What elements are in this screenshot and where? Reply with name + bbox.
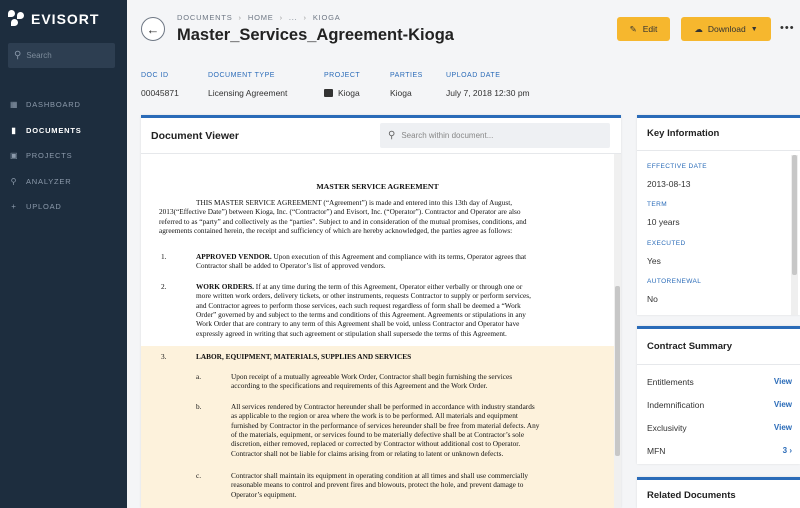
sidebar-item-label: DOCUMENTS xyxy=(26,125,82,135)
section-heading: APPROVED VENDOR. xyxy=(196,252,272,261)
meta-value: July 7, 2018 12:30 pm xyxy=(446,88,530,98)
breadcrumb-item[interactable]: DOCUMENTS xyxy=(177,13,233,22)
text-line: THIS MASTER SERVICE AGREEMENT (“Agreement”) is made and entered into this 13th day of August, xyxy=(196,198,513,207)
key-info-label: AUTORENEWAL xyxy=(647,278,702,285)
text-line xyxy=(196,282,611,291)
meta-value: Kioga xyxy=(338,88,360,98)
section-work-orders xyxy=(196,282,611,338)
summary-row-entitlements xyxy=(647,377,792,387)
summary-row-label: MFN xyxy=(647,446,666,456)
key-info-scrollbar[interactable] xyxy=(791,155,798,315)
key-info-label: EFFECTIVE DATE xyxy=(647,163,708,170)
arrow-left-icon: ← xyxy=(146,21,160,37)
briefcase-icon: ▣ xyxy=(10,151,19,161)
meta-label: PROJECT xyxy=(324,72,361,79)
chevron-down-icon: ▼ xyxy=(750,25,758,33)
document-content xyxy=(141,154,621,508)
summary-row-mfn xyxy=(647,446,792,456)
sidebar-search[interactable] xyxy=(8,43,115,68)
document-icon: ▮ xyxy=(11,125,17,135)
document-search-input[interactable] xyxy=(401,131,591,140)
briefcase-icon xyxy=(324,89,333,97)
text-line: and Contractor agrees to perform those services, each such request regardless of form shall be deemed a “Work xyxy=(196,300,521,310)
sidebar-search-input[interactable] xyxy=(26,51,106,60)
breadcrumb-item[interactable]: KIOGA xyxy=(312,13,341,22)
key-information-title: Key Information xyxy=(637,118,800,151)
text-line: more written work orders, delivery tickets, or other instruments, requests Contractor to supply or perform services, xyxy=(196,291,531,301)
text-line: All services rendered by Contractor hereunder shall be performed in accordance with industry standards xyxy=(231,402,535,411)
meta-label: UPLOAD DATE xyxy=(446,72,501,79)
subsection-number: b. xyxy=(196,402,202,411)
text-line: discretion, either removed, replaced or corrected by Contractor without additional cost to Operator. xyxy=(231,439,521,449)
logo-text: EVISORT xyxy=(31,11,100,27)
text-line: expressly agreed in writing that such agreement or stipulation shall supersede the terms of this Agreement. xyxy=(196,328,507,338)
section-number: 2. xyxy=(161,282,167,291)
more-options-button[interactable]: ••• xyxy=(780,22,795,34)
plus-icon: + xyxy=(11,202,17,212)
text-line: Contractor shall maintain its equipment in operating condition at all times and shall use commercially xyxy=(231,471,529,480)
scrollbar-thumb[interactable] xyxy=(615,286,620,456)
meta-value: Kioga xyxy=(390,88,412,98)
summary-row-label: Exclusivity xyxy=(647,423,687,433)
summary-row-label: Entitlements xyxy=(647,377,694,387)
search-icon: ⚲ xyxy=(388,130,396,141)
text-line: Contractor shall not be liable for claims arising from or relating to latent or unknown defects. xyxy=(231,448,504,458)
text-line: reasonable means to control and prevent fires and blowouts, protect the hole, and prevent damage to xyxy=(231,480,524,490)
text-line: Upon receipt of a mutually agreeable Work Order, Contractor shall begin furnishing the services xyxy=(231,372,513,381)
section-number: 1. xyxy=(161,252,167,261)
scrollbar-thumb[interactable] xyxy=(792,155,797,275)
meta-label: DOCUMENT TYPE xyxy=(208,72,275,79)
text-line: of the materials, equipment, or services found to be materially defective shall be at Contractor’s sole xyxy=(231,429,525,439)
sidebar-item-documents[interactable] xyxy=(0,118,127,144)
key-info-label: EXECUTED xyxy=(647,240,686,247)
section-heading: LABOR, EQUIPMENT, MATERIALS, SUPPLIES AND SERVICES xyxy=(196,352,412,361)
meta-doc-id xyxy=(141,72,179,98)
key-info-value: Yes xyxy=(647,256,661,266)
text-line: 2013(“Effective Date”) between Kioga, Inc. (“Contractor”) and Evisort, Inc. (“Operator”). Contractor and Operator are also xyxy=(159,207,521,217)
related-documents-title: Related Documents xyxy=(647,490,736,501)
summary-row-label: Indemnification xyxy=(647,400,705,410)
key-information-panel xyxy=(637,115,800,315)
edit-button[interactable] xyxy=(617,17,670,41)
sidebar xyxy=(0,0,127,508)
search-icon: ⚲ xyxy=(14,50,22,61)
meta-label: PARTIES xyxy=(390,72,423,79)
page-title: Master_Services_Agreement-Kioga xyxy=(177,26,454,44)
meta-value: 00045871 xyxy=(141,88,179,98)
section-approved-vendor xyxy=(196,252,606,271)
summary-row-indemnification xyxy=(647,400,792,410)
sidebar-item-label: UPLOAD xyxy=(26,202,62,212)
sidebar-item-label: ANALYZER xyxy=(26,176,72,186)
meta-project-value[interactable] xyxy=(324,88,360,98)
text-line xyxy=(196,252,606,261)
download-button-label: Download xyxy=(707,24,746,34)
sidebar-item-analyzer[interactable] xyxy=(0,169,127,195)
key-info-label: TERM xyxy=(647,201,668,208)
download-button[interactable] xyxy=(681,17,771,41)
related-documents-panel xyxy=(637,477,800,508)
pencil-icon: ✎ xyxy=(629,23,637,34)
text-line: as applicable to the region or area where the work is to be performed. All materials and equipment xyxy=(231,411,518,421)
text-line: Work Order that are contrary to any term of this Agreement shall be void, unless Contractor and Operator have xyxy=(196,319,520,329)
text-line: agreements contained herein, the receipt and sufficiency of which are hereby acknowledged, the parties agree as follows: xyxy=(159,225,513,235)
document-viewer-header xyxy=(141,118,621,154)
logo[interactable] xyxy=(8,10,99,28)
agreement-title: MASTER SERVICE AGREEMENT xyxy=(316,182,439,191)
contract-summary-title: Contract Summary xyxy=(637,329,800,365)
section-number: 3. xyxy=(161,352,167,361)
document-viewer xyxy=(141,115,621,508)
text-line: according to the specifications and requirements of this Agreement and the Work Order. xyxy=(231,381,488,391)
mfn-count-link[interactable]: 3 › xyxy=(782,446,792,455)
subsection-b xyxy=(231,402,613,458)
sidebar-item-label: DASHBOARD xyxy=(26,100,81,110)
edit-button-label: Edit xyxy=(642,24,658,34)
sidebar-item-upload[interactable] xyxy=(0,194,127,220)
view-link[interactable]: View xyxy=(773,423,792,432)
subsection-number: c. xyxy=(196,471,202,480)
meta-parties xyxy=(390,72,423,98)
subsection-c xyxy=(231,471,613,499)
chevron-right-icon: › xyxy=(279,13,283,22)
chevron-right-icon: › xyxy=(238,13,242,22)
text-span: Upon execution of this Agreement and compliance with its terms, Operator agrees that xyxy=(271,252,527,261)
search-icon: ⚲ xyxy=(10,176,18,186)
breadcrumb-item[interactable]: HOME xyxy=(247,13,274,22)
text-line: Contractor shall be added to Operator’s list of approved vendors. xyxy=(196,261,386,271)
evisort-logo-icon xyxy=(8,10,26,28)
document-viewer-title: Document Viewer xyxy=(151,130,239,142)
sidebar-item-label: PROJECTS xyxy=(26,151,73,161)
meta-label: DOC ID xyxy=(141,72,169,79)
meta-project xyxy=(324,72,360,98)
key-info-value: 2013-08-13 xyxy=(647,179,691,189)
chevron-right-icon: › xyxy=(303,13,307,22)
contract-summary-panel xyxy=(637,326,800,464)
text-span: If at any time during the term of this Agreement, Operator either verbally or through one or xyxy=(253,282,523,291)
text-line: furnished by Contractor in the performance of services hereunder shall be free from material defects. Any xyxy=(231,420,540,430)
meta-value: Licensing Agreement xyxy=(208,88,288,98)
text-line: Operator’s equipment. xyxy=(231,489,297,499)
meta-doc-type xyxy=(208,72,287,98)
cloud-download-icon: ☁ xyxy=(694,23,703,34)
text-line: referred to as “party” and collectively as the “parties”. Subject to and in consideration of the mutual promises, conditions, and xyxy=(159,216,527,226)
summary-row-exclusivity xyxy=(647,423,792,433)
key-info-value: 10 years xyxy=(647,217,680,227)
key-info-value: No xyxy=(647,294,658,304)
sidebar-item-projects[interactable] xyxy=(0,143,127,169)
view-link[interactable]: View xyxy=(773,400,792,409)
document-scrollbar[interactable] xyxy=(614,154,621,508)
dashboard-icon: ▦ xyxy=(10,100,19,110)
subsection-number: a. xyxy=(196,372,202,381)
sidebar-nav xyxy=(0,92,127,220)
subsection-a xyxy=(231,372,611,391)
breadcrumb-item[interactable]: ... xyxy=(288,13,298,22)
agreement-intro xyxy=(141,198,614,235)
breadcrumb xyxy=(177,13,341,22)
view-link[interactable]: View xyxy=(773,377,792,386)
meta-upload-date xyxy=(446,72,530,98)
back-button[interactable] xyxy=(141,17,165,41)
text-line: Order” governed by and subject to the terms and conditions of this Agreement. Agreements or stipulations in any xyxy=(196,309,526,319)
section-heading: WORK ORDERS. xyxy=(196,282,254,291)
document-search[interactable] xyxy=(380,123,610,148)
sidebar-item-dashboard[interactable] xyxy=(0,92,127,118)
